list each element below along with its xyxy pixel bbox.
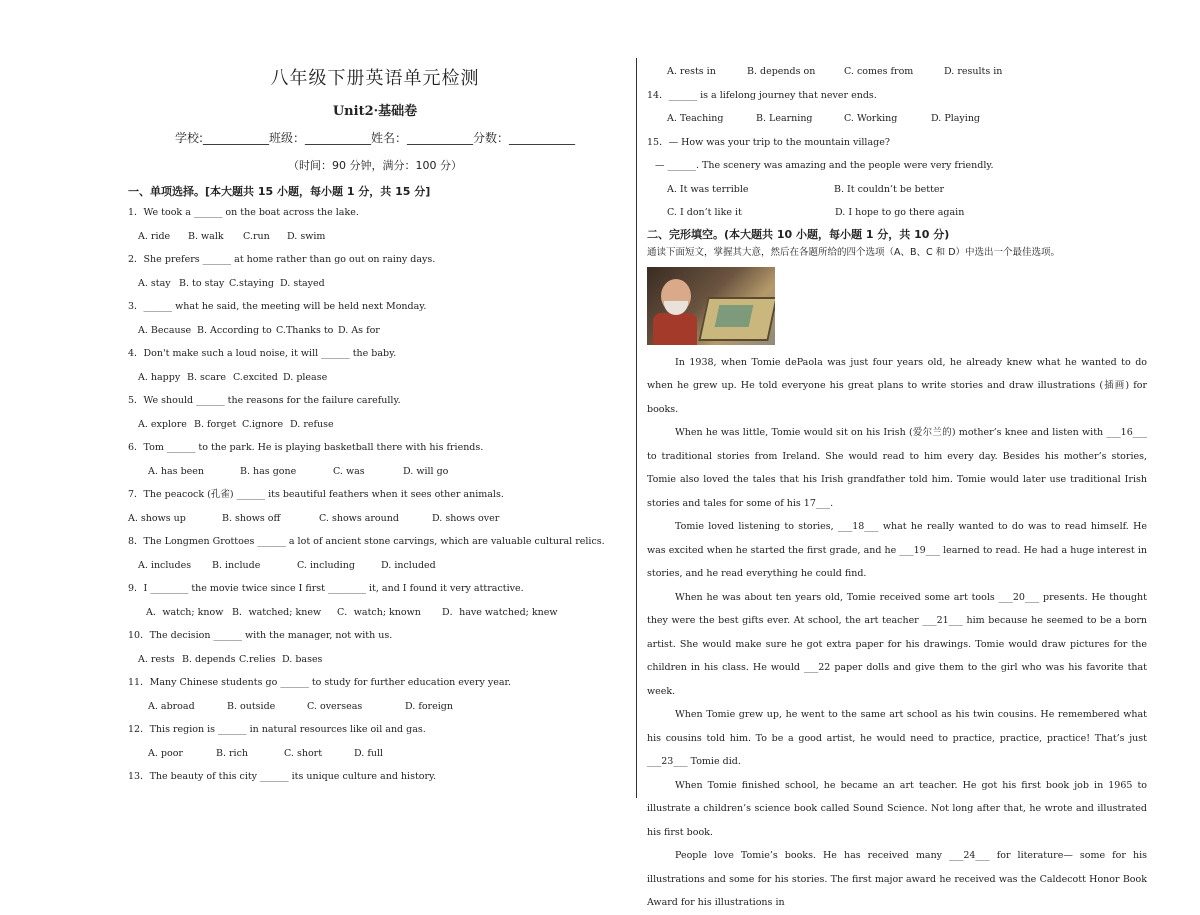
option: B. It couldn’t be better xyxy=(834,183,945,195)
question-12: 12．This region is ______ in natural resources like oil and gas. xyxy=(128,724,426,735)
question-15-options-row2 xyxy=(647,201,1147,225)
option: D. foreign xyxy=(405,700,453,712)
option: D. will go xyxy=(403,465,449,477)
question-15-answer-line: — ______. The scenery was amazing and the people were very friendly. xyxy=(655,160,994,171)
question-6-options xyxy=(128,460,622,484)
passage-paragraph-4: When he was about ten years old, Tomie received some art tools ___20___ presents. He thought they were the best gifts ever. At school, the art teacher ___21___ him because he seemed to be a born artist. She would make sure he got extra paper for his drawings. Tomie would draw pictures for the children in his class. He would ___22 paper dolls and give them to the girl who was his favorite that week. xyxy=(647,591,1147,697)
option: A. Because xyxy=(138,324,192,336)
option: B. depends on xyxy=(747,66,816,77)
option: D. results in xyxy=(944,66,1003,77)
option: D. bases xyxy=(282,653,323,665)
question-1: 1．We took a ______ on the boat across the lake. xyxy=(128,207,359,218)
question-14: 14．______ is a lifelong journey that never ends. xyxy=(647,89,877,101)
right-column xyxy=(647,60,1147,915)
option: D. Playing xyxy=(931,113,981,124)
option: D. swim xyxy=(287,230,326,242)
option: A. includes xyxy=(138,559,192,571)
question-6: 6．Tom ______ to the park. He is playing basketball there with his friends. xyxy=(128,442,484,453)
option: D. I hope to go there again xyxy=(835,207,965,218)
option: A. rests in xyxy=(667,66,716,77)
option: C.relies xyxy=(239,653,276,665)
option: D. As for xyxy=(338,324,380,336)
page-subtitle: Unit2·基础卷 xyxy=(332,104,418,119)
question-14-options xyxy=(647,107,1147,131)
option: C. overseas xyxy=(307,700,363,712)
student-info-line: 学校:___________班级：___________姓名：___________分数：___________ xyxy=(174,131,576,145)
option: B. has gone xyxy=(240,465,297,477)
section1-questions xyxy=(128,201,622,789)
option: B．watched; knew xyxy=(232,606,322,618)
question-4: 4．Don't make such a loud noise, it will ______ the baby. xyxy=(128,348,397,359)
option: A. Teaching xyxy=(667,113,724,124)
option: B. depends xyxy=(182,653,236,665)
option: A. rests xyxy=(138,653,175,665)
question-13: 13．The beauty of this city ______ its unique culture and history. xyxy=(128,771,437,782)
question-15-options-row1 xyxy=(647,178,1147,202)
passage-paragraph-7: People love Tomie’s books. He has received many ___24___ for literature— some for his illustrations and some for his stories. The first major award he received was the Caldecott Honor Book Award for his illustrations in xyxy=(647,850,1147,908)
question-2: 2．She prefers ______ at home rather than go out on rainy days. xyxy=(128,254,436,265)
option: B. shows off xyxy=(222,512,281,524)
option: C.ignore xyxy=(242,418,284,430)
question-3: 3．______ what he said, the meeting will be held next Monday. xyxy=(128,301,427,312)
option: D．have watched; knew xyxy=(442,606,558,618)
left-column xyxy=(128,60,622,789)
question-11: 11．Many Chinese students go ______ to study for further education every year. xyxy=(128,677,512,688)
section2-instructions: 通读下面短文，掌握其大意，然后在各题所给的四个选项（A、B、C 和 D）中选出一个最佳选项。 xyxy=(647,246,1061,258)
option: A. happy xyxy=(138,371,181,383)
passage-paragraph-5: When Tomie grew up, he went to the same art school as his twin cousins. He remembered what his cousins told him. To be a good artist, he would need to practice, practice, practice! That’s just ___23___ Tomie did. xyxy=(647,709,1147,767)
option: D. included xyxy=(381,559,436,571)
question-5: 5．We should ______ the reasons for the failure carefully. xyxy=(128,395,401,406)
option: C. shows around xyxy=(319,512,399,524)
section1-heading: 一、单项选择。[本大题共 15 小题，每小题 1 分，共 15 分] xyxy=(128,185,431,198)
option: C. comes from xyxy=(844,66,914,77)
option: C.run xyxy=(243,230,270,242)
question-7-options xyxy=(128,507,622,531)
question-8: 8．The Longmen Grottoes ______ a lot of ancient stone carvings, which are valuable cultural relics. xyxy=(128,536,605,547)
question-9: 9．I ________ the movie twice since I first ________ it, and I found it very attractive. xyxy=(128,583,524,594)
passage-paragraph-3: Tomie loved listening to stories, ___18___ what he really wanted to do was to read himself. He was excited when he started the first grade, and he ___19___ learned to read. He had a huge interest in stories, and he read everything he could find. xyxy=(647,521,1147,579)
column-divider xyxy=(636,58,637,798)
option: C. short xyxy=(284,747,323,759)
question-10-options xyxy=(128,648,622,672)
question-11-options xyxy=(128,695,622,719)
passage-paragraph-2: When he was little, Tomie would sit on his Irish (爱尔兰的) mother’s knee and listen with ___16___ to traditional stories from Ireland. She would read to him every day. Besides his mother’s stories, Tomie also loved the tales that his Irish grandfather told him. Tomie would later use traditional Irish stories and tales for some of his 17___. xyxy=(647,427,1147,509)
section2-heading: 二、完形填空。(本大题共 10 小题，每小题 1 分，共 10 分) xyxy=(647,227,950,241)
question-8-options xyxy=(128,554,622,578)
option: C. including xyxy=(297,559,355,571)
option: B. scare xyxy=(187,371,227,383)
option: A. has been xyxy=(148,465,205,477)
option: B. outside xyxy=(227,700,276,712)
time-limit: （时间：90 分钟，满分：100 分） xyxy=(288,159,462,172)
question-3-options xyxy=(128,319,622,343)
option: D. full xyxy=(354,747,384,759)
option: A. stay xyxy=(138,277,171,289)
option: C．watch; known xyxy=(337,606,421,618)
option: A. ride xyxy=(138,230,171,242)
photo-of-old-man-drawing-icon xyxy=(647,267,775,345)
option: C.Thanks to xyxy=(276,324,334,336)
option: B. forget xyxy=(194,418,237,430)
passage-paragraph-6: When Tomie finished school, he became an art teacher. He got his first book job in 1965 to illustrate a children’s science book called Sound Science. Not long after that, he wrote and illustrated his first book. xyxy=(647,779,1147,838)
option: C.staying xyxy=(229,277,274,289)
question-13-options xyxy=(647,60,1147,84)
option: A．watch; know xyxy=(146,606,224,618)
option: D. shows over xyxy=(432,512,500,524)
page-title: 八年级下册英语单元检测 xyxy=(270,68,480,89)
question-5-options xyxy=(128,413,622,437)
option: D. stayed xyxy=(280,277,325,289)
option: B. Learning xyxy=(756,113,813,124)
passage-paragraph-1: In 1938, when Tomie dePaola was just four years old, he already knew what he wanted to do when he grew up. He told everyone his great plans to write stories and draw illustrations (插画) for books. xyxy=(647,356,1147,415)
option: A. explore xyxy=(138,418,187,430)
option: A. shows up xyxy=(128,512,186,524)
question-2-options xyxy=(128,272,622,296)
option: A. It was terrible xyxy=(667,183,749,195)
option: A. poor xyxy=(148,747,183,759)
option: B. include xyxy=(212,559,261,571)
option: B. walk xyxy=(188,230,224,242)
question-9-options xyxy=(128,601,622,625)
question-7: 7．The peacock (孔雀) ______ its beautiful feathers when it sees other animals. xyxy=(128,489,504,500)
question-15: 15．— How was your trip to the mountain village? xyxy=(647,136,890,148)
question-10: 10．The decision ______ with the manager, not with us. xyxy=(128,630,393,641)
option: B. According to xyxy=(197,324,272,336)
option: C. I don’t like it xyxy=(667,207,742,218)
option: D. refuse xyxy=(290,418,334,430)
option: D. please xyxy=(283,371,328,383)
question-4-options xyxy=(128,366,622,390)
option: C.excited xyxy=(233,371,278,383)
option: B. to stay xyxy=(179,277,225,289)
option: C. Working xyxy=(844,113,898,124)
question-12-options xyxy=(128,742,622,766)
option: B. rich xyxy=(216,747,249,759)
option: A. abroad xyxy=(148,700,195,712)
question-1-options xyxy=(128,225,622,249)
option: C. was xyxy=(333,465,365,477)
